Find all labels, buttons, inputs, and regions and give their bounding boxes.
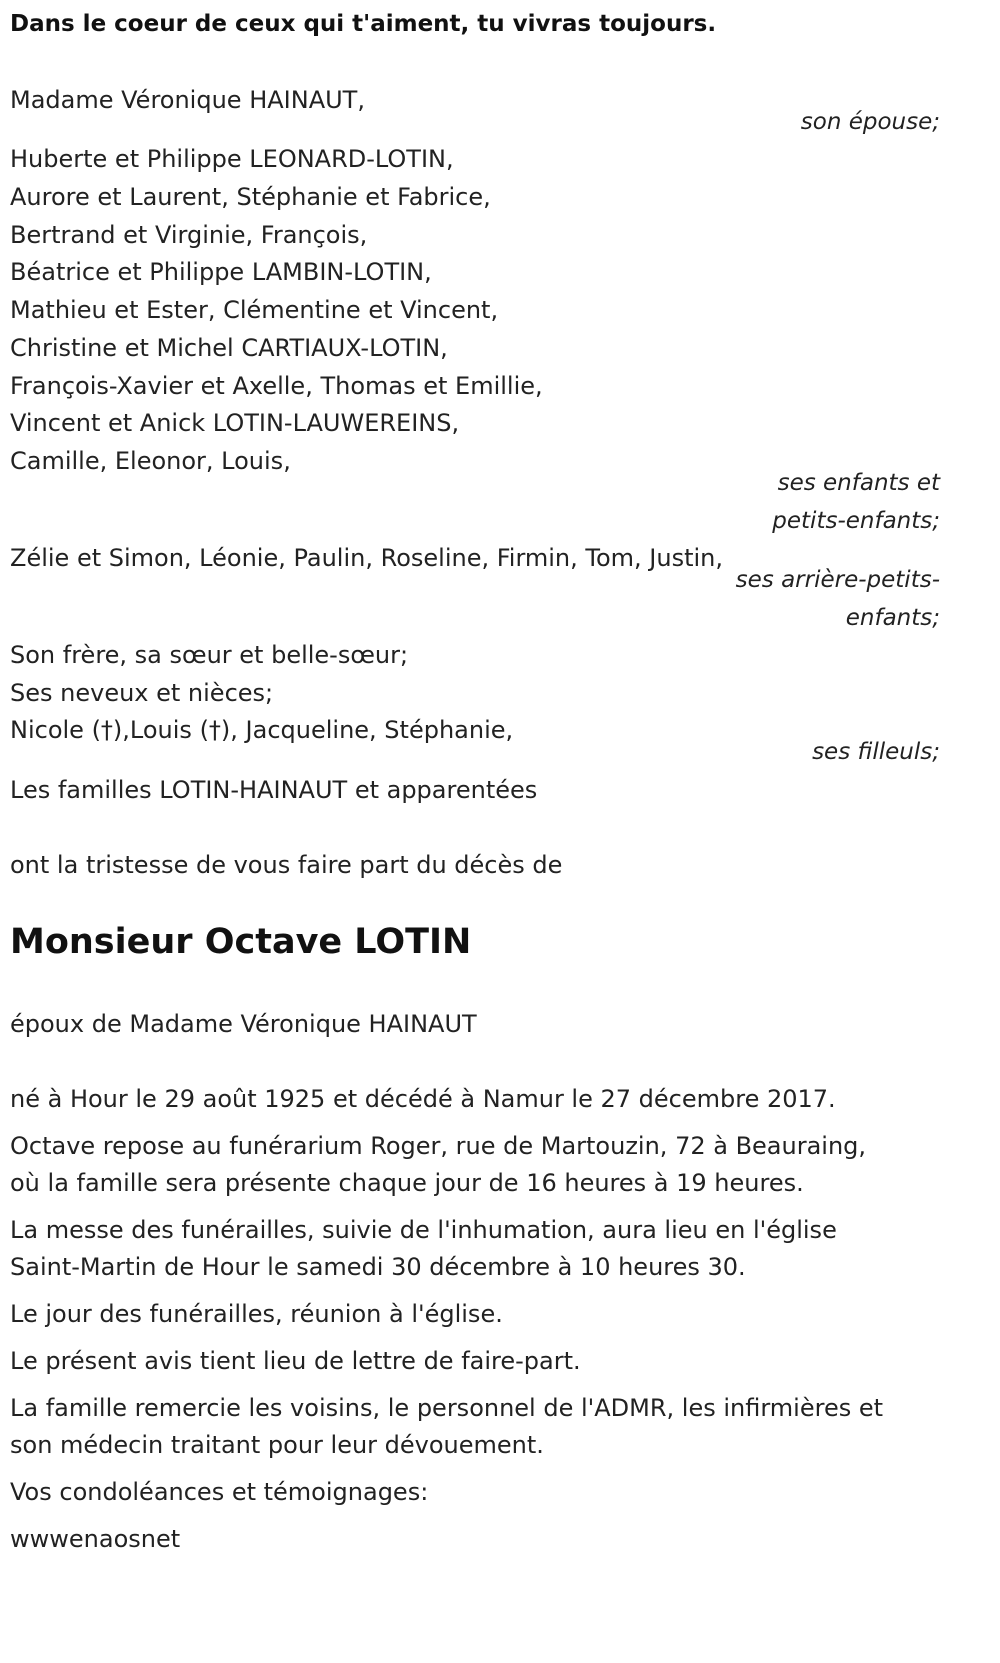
children-line: Mathieu et Ester, Clémentine et Vincent, xyxy=(10,296,499,324)
thanks-line: son médecin traitant pour leur dévouement. xyxy=(10,1431,544,1459)
condolences-line: Vos condoléances et témoignages: xyxy=(10,1478,429,1506)
children-role: petits-enfants; xyxy=(772,508,940,534)
deceased-name: Monsieur Octave LOTIN xyxy=(10,922,472,962)
great-grandchildren-role: enfants; xyxy=(845,605,940,631)
wife-line: Madame Véronique HAINAUT, xyxy=(10,86,365,114)
motto: Dans le coeur de ceux qui t'aiment, tu vivras toujours. xyxy=(10,11,717,37)
birth-death-line: né à Hour le 29 août 1925 et décédé à Namur le 27 décembre 2017. xyxy=(10,1085,836,1113)
wife-role: son épouse; xyxy=(800,109,940,135)
relatives-line: Son frère, sa sœur et belle-sœur; xyxy=(10,641,409,669)
announcement: ont la tristesse de vous faire part du décès de xyxy=(10,851,563,879)
children-line: Camille, Eleonor, Louis, xyxy=(10,447,291,475)
children-role: ses enfants et xyxy=(777,470,940,496)
notice-line: Le présent avis tient lieu de lettre de faire-part. xyxy=(10,1347,581,1375)
funeral-mass-line: Saint-Martin de Hour le samedi 30 décembre à 10 heures 30. xyxy=(10,1253,746,1281)
relatives-line: Ses neveux et nièces; xyxy=(10,679,274,707)
children-line: Christine et Michel CARTIAUX-LOTIN, xyxy=(10,334,448,362)
great-grandchildren-line: Zélie et Simon, Léonie, Paulin, Roseline, Firmin, Tom, Justin, xyxy=(10,544,724,572)
website-link[interactable]: wwwenaosnet xyxy=(10,1525,181,1553)
children-line: Béatrice et Philippe LAMBIN-LOTIN, xyxy=(10,258,432,286)
children-line: Vincent et Anick LOTIN-LAUWEREINS, xyxy=(10,409,460,437)
thanks-line: La famille remercie les voisins, le personnel de l'ADMR, les infirmières et xyxy=(10,1394,884,1422)
funeral-mass-line: La messe des funérailles, suivie de l'inhumation, aura lieu en l'église xyxy=(10,1216,837,1244)
visiting-hours-line: où la famille sera présente chaque jour de 16 heures à 19 heures. xyxy=(10,1169,804,1197)
children-line: Bertrand et Virginie, François, xyxy=(10,221,368,249)
spouse-line: époux de Madame Véronique HAINAUT xyxy=(10,1010,477,1038)
godchildren-line: Nicole (†),Louis (†), Jacqueline, Stéphanie, xyxy=(10,716,514,744)
families-line: Les familles LOTIN-HAINAUT et apparentées xyxy=(10,776,538,804)
great-grandchildren-role: ses arrière-petits- xyxy=(735,567,940,593)
children-line: Huberte et Philippe LEONARD-LOTIN, xyxy=(10,145,454,173)
meeting-line: Le jour des funérailles, réunion à l'église. xyxy=(10,1300,503,1328)
funerarium-line: Octave repose au funérarium Roger, rue de Martouzin, 72 à Beauraing, xyxy=(10,1132,867,1160)
children-line: Aurore et Laurent, Stéphanie et Fabrice, xyxy=(10,183,491,211)
godchildren-role: ses filleuls; xyxy=(812,739,940,765)
children-line: François-Xavier et Axelle, Thomas et Emillie, xyxy=(10,372,543,400)
